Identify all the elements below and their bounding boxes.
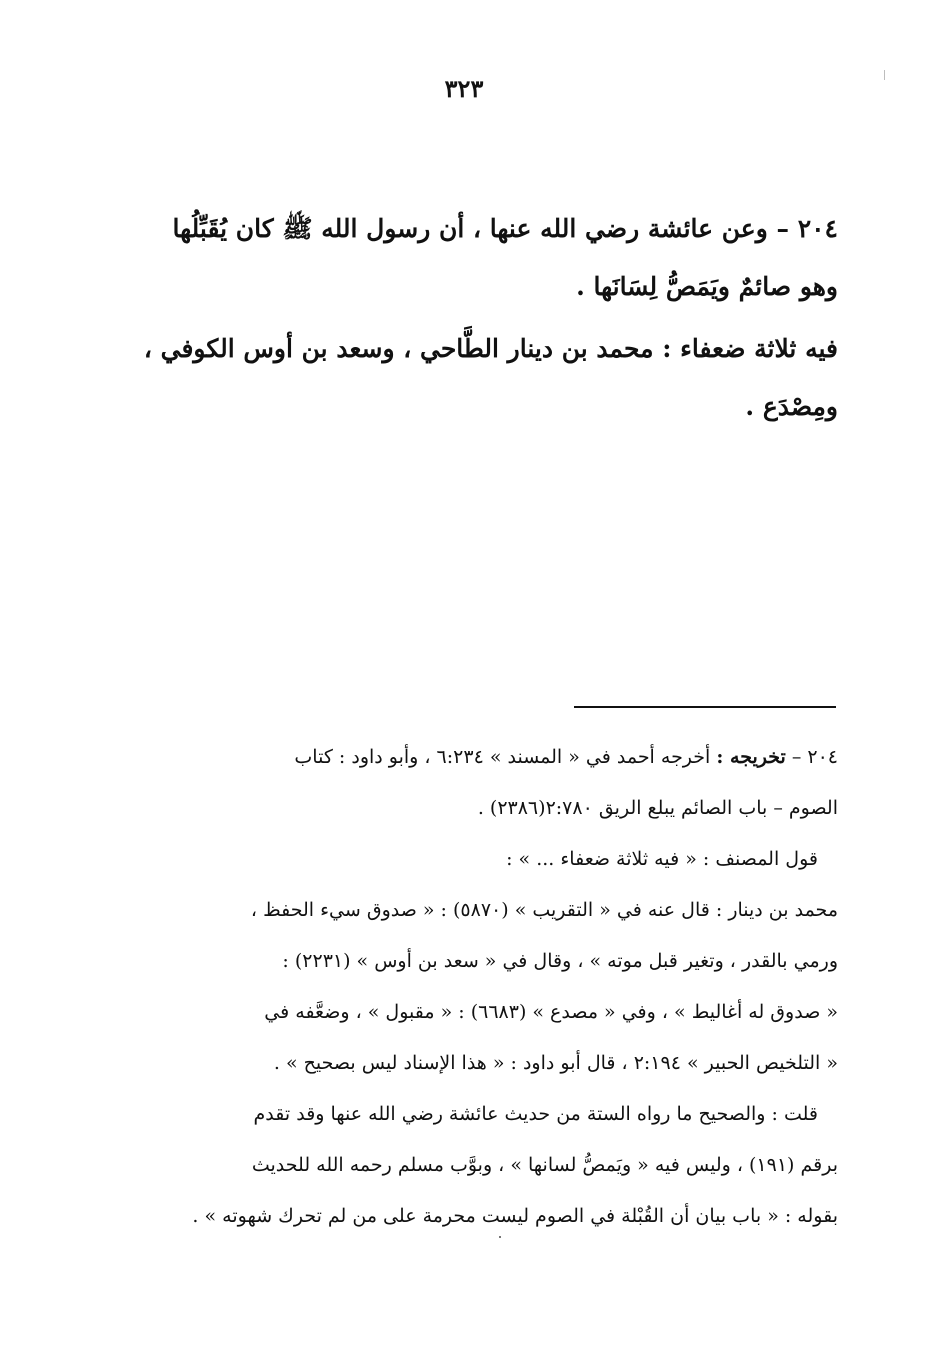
footnote-text: أخرجه أحمد في « المسند » ٦:٢٣٤ ، وأبو داود : كتاب bbox=[294, 746, 711, 768]
footnote-line: « صدوق له أغاليط » ، وفي « مصدع » (٦٦٨٣) : « مقبول » ، وضعَّفه في bbox=[264, 1001, 838, 1023]
footnote-line: محمد بن دينار : قال عنه في « التقريب » (٥٨٧٠) : « صدوق سيء الحفظ ، bbox=[250, 899, 838, 921]
footnote-divider bbox=[574, 706, 836, 708]
footnote-label: تخريجه : bbox=[716, 746, 786, 768]
scan-artifact bbox=[884, 70, 885, 80]
footnote-line: بقوله : « باب بيان أن القُبْلة في الصوم ليست محرمة على من لم تحرك شهوته » . bbox=[192, 1205, 838, 1227]
footnotes bbox=[118, 732, 838, 1242]
footnote-line: قلت : والصحيح ما رواه الستة من حديث عائشة رضي الله عنها وقد تقدم bbox=[253, 1103, 818, 1125]
scan-artifact bbox=[499, 1236, 501, 1238]
hadith-commentary-line: فيه ثلاثة ضعفاء : محمد بن دينار الطَّاحي ، وسعد بن أوس الكوفي ، bbox=[143, 334, 838, 363]
hadith-text bbox=[118, 200, 838, 436]
footnote-line bbox=[118, 732, 838, 783]
footnote-line: « التلخيص الحبير » ٢:١٩٤ ، قال أبو داود : « هذا الإسناد ليس بصحيح » . bbox=[273, 1052, 838, 1074]
footnote-line: قول المصنف : « فيه ثلاثة ضعفاء ... » : bbox=[506, 848, 818, 870]
footnote-line: الصوم – باب الصائم يبلع الريق ٢:٧٨٠(٢٣٨٦) . bbox=[477, 797, 838, 819]
footnote-line: ورمي بالقدر ، وتغير قبل موته » ، وقال في « سعد بن أوس » (٢٢٣١) : bbox=[282, 950, 838, 972]
hadith-commentary-line: ومِصْدَع . bbox=[745, 392, 838, 421]
hadith-line: وهو صائمٌ ويَمَصُّ لِسَانَها . bbox=[576, 272, 838, 301]
hadith-line: ٢٠٤ – وعن عائشة رضي الله عنها ، أن رسول الله ﷺ كان يُقَبِّلُها bbox=[172, 214, 838, 243]
footnote-number: ٢٠٤ – bbox=[791, 746, 838, 768]
page-number: ٣٢٣ bbox=[444, 74, 484, 103]
footnote-line: برقم (١٩١) ، وليس فيه « ويَمصُّ لسانها » ، وبوَّب مسلم رحمه الله للحديث bbox=[251, 1154, 838, 1176]
